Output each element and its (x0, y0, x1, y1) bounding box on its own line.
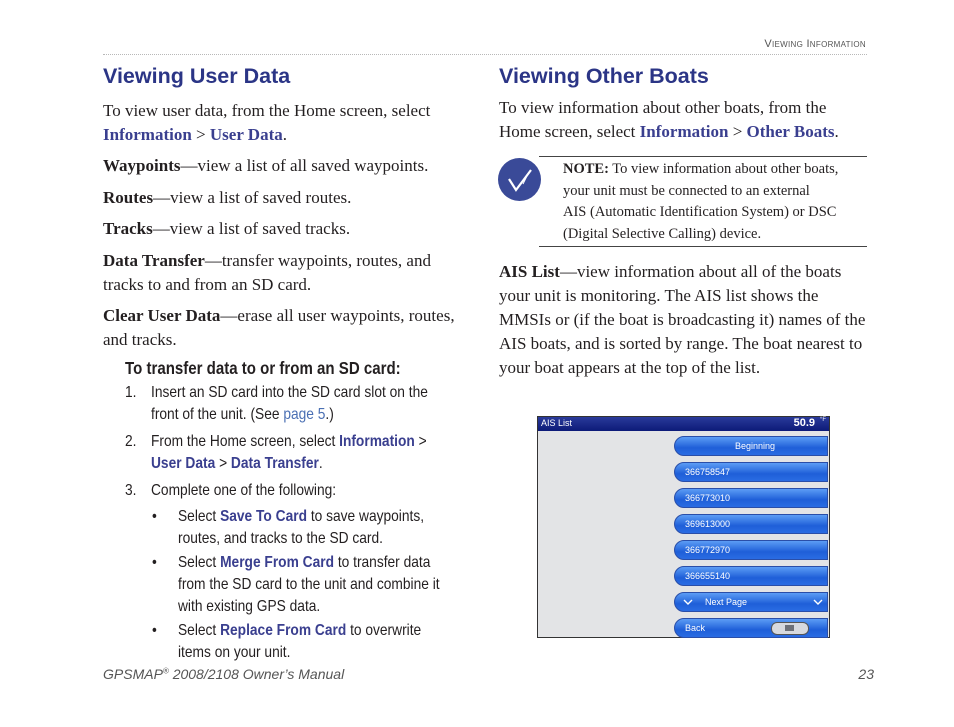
screen-value-unit: °F (819, 417, 826, 423)
period: . (282, 125, 287, 144)
product-name: GPSMAP (103, 666, 163, 682)
menu-data-transfer: Data Transfer (230, 455, 319, 472)
item-waypoints (103, 154, 463, 178)
note-line: To view information about other boats, (608, 161, 839, 177)
manual-name: 2008/2108 Owner’s Manual (168, 666, 345, 682)
desc: —view a list of saved routes. (153, 188, 352, 207)
bullet-text: to transfer data (333, 554, 431, 571)
note-checkmark-icon (498, 158, 541, 201)
bullet-save-to-card (178, 506, 424, 550)
chevron-down-icon (813, 599, 823, 606)
step-1 (151, 382, 428, 426)
step-2 (151, 431, 427, 475)
desc: —erase all user waypoints, routes, (220, 306, 455, 325)
keyboard-icon (771, 622, 809, 635)
footer-manual-title (103, 666, 344, 682)
desc-cont: and tracks. (103, 330, 177, 349)
button-label: 366772970 (685, 545, 731, 555)
item-tracks (103, 217, 463, 241)
term-ais-list: AIS List (499, 262, 560, 281)
bullet-glyph: • (152, 554, 157, 571)
button-label: 369613000 (685, 519, 731, 529)
ais-list-item[interactable] (674, 488, 828, 508)
bullet-text: with existing GPS data. (178, 598, 321, 615)
heading-viewing-other-boats: Viewing Other Boats (499, 64, 709, 88)
chevron-down-icon (683, 599, 693, 606)
intro-text: To view information about other boats, from the (499, 98, 827, 117)
note-text (563, 159, 868, 246)
item-data-transfer (103, 249, 463, 297)
bullet-text: to save waypoints, (307, 508, 425, 525)
ais-list-description (499, 260, 874, 380)
sep: > (215, 455, 231, 472)
desc: —view information about all of the boats (559, 262, 842, 281)
step-text: Insert an SD card into the SD card slot on the (151, 384, 428, 401)
term: Waypoints (103, 156, 181, 175)
running-header: Viewing Information (764, 38, 866, 50)
header-divider (103, 54, 867, 55)
term: Clear User Data (103, 306, 221, 325)
step-3-number: 3. (125, 482, 137, 499)
beginning-button[interactable] (674, 436, 828, 456)
desc: your unit is monitoring. The AIS list shows the (499, 286, 819, 305)
bullet-text: to overwrite (346, 622, 422, 639)
step-3: Complete one of the following: (151, 482, 337, 499)
ais-list-item[interactable] (674, 462, 828, 482)
bullet-glyph: • (152, 622, 157, 639)
desc: —transfer waypoints, routes, and (204, 251, 431, 270)
button-label: Next Page (705, 597, 748, 607)
next-page-button[interactable] (674, 592, 828, 612)
note-label: NOTE: (563, 161, 609, 177)
button-label: Back (685, 623, 706, 633)
sep: > (414, 433, 427, 450)
menu-information: Information (103, 125, 192, 144)
intro-text: To view user data, from the Home screen, select (103, 101, 431, 120)
back-button[interactable] (674, 618, 828, 638)
screen-title-bar (538, 417, 829, 431)
menu-information: Information (639, 122, 729, 141)
desc: MMSIs or (if the boat is broadcasting it) names of the (499, 310, 866, 329)
bullet-text: Select (178, 622, 221, 639)
term: Tracks (103, 219, 153, 238)
button-label: Beginning (735, 441, 776, 451)
button-label: 366655140 (685, 571, 731, 581)
menu-user-data: User Data (209, 125, 283, 144)
bullet-text: items on your unit. (178, 644, 291, 661)
bullet-glyph: • (152, 508, 157, 525)
step-1-number: 1. (125, 384, 137, 401)
bullet-merge-from-card (178, 552, 440, 618)
menu-user-data: User Data (151, 455, 216, 472)
item-clear-user-data (103, 304, 463, 352)
note-line: AIS (Automatic Identification System) or DSC (563, 204, 837, 221)
note-line: (Digital Selective Calling) device. (563, 226, 762, 243)
ais-list-item[interactable] (674, 566, 828, 586)
registered-mark: ® (162, 666, 169, 676)
page-number: 23 (858, 666, 874, 682)
sep: > (191, 125, 210, 144)
desc: —view a list of saved tracks. (152, 219, 351, 238)
term: Routes (103, 188, 154, 207)
period: . (834, 122, 839, 141)
desc-cont: tracks to and from an SD card. (103, 275, 312, 294)
screen-title: AIS List (541, 418, 573, 428)
heading-viewing-user-data: Viewing User Data (103, 64, 291, 88)
desc: your boat appears at the top of the list. (499, 358, 761, 377)
desc: AIS boats, and is sorted by range. The boat nearest to (499, 334, 863, 353)
step-text: front of the unit. (See (151, 406, 284, 423)
step-text: From the Home screen, select (151, 433, 340, 450)
ais-list-item[interactable] (674, 540, 828, 560)
step-2-number: 2. (125, 433, 137, 450)
screen-value: 50.9 (793, 417, 815, 429)
bullet-text: Select (178, 508, 221, 525)
menu-information: Information (339, 433, 415, 450)
step-text: .) (325, 406, 334, 423)
page-5-link[interactable]: page 5 (283, 406, 326, 423)
ais-list-screenshot (537, 416, 830, 638)
item-routes (103, 186, 463, 210)
bullet-replace-from-card (178, 620, 421, 664)
menu-save-to-card: Save To Card (220, 508, 307, 525)
menu-merge-from-card: Merge From Card (220, 554, 334, 571)
button-label: 366758547 (685, 467, 731, 477)
procedure-title: To transfer data to or from an SD card: (125, 358, 401, 378)
intro-text: Home screen, select (499, 122, 640, 141)
bullet-text: from the SD card to the unit and combine it (178, 576, 440, 593)
menu-other-boats: Other Boats (746, 122, 835, 141)
intro-user-data (103, 99, 463, 147)
button-label: 366773010 (685, 493, 731, 503)
intro-other-boats (499, 96, 869, 144)
bullet-text: routes, and tracks to the SD card. (178, 530, 383, 547)
sep: > (728, 122, 747, 141)
menu-replace-from-card: Replace From Card (220, 622, 347, 639)
note-line: your unit must be connected to an external (563, 182, 810, 199)
bullet-text: Select (178, 554, 221, 571)
ais-list-item[interactable] (674, 514, 828, 534)
period: . (318, 455, 323, 472)
desc: —view a list of all saved waypoints. (180, 156, 429, 175)
term: Data Transfer (103, 251, 205, 270)
